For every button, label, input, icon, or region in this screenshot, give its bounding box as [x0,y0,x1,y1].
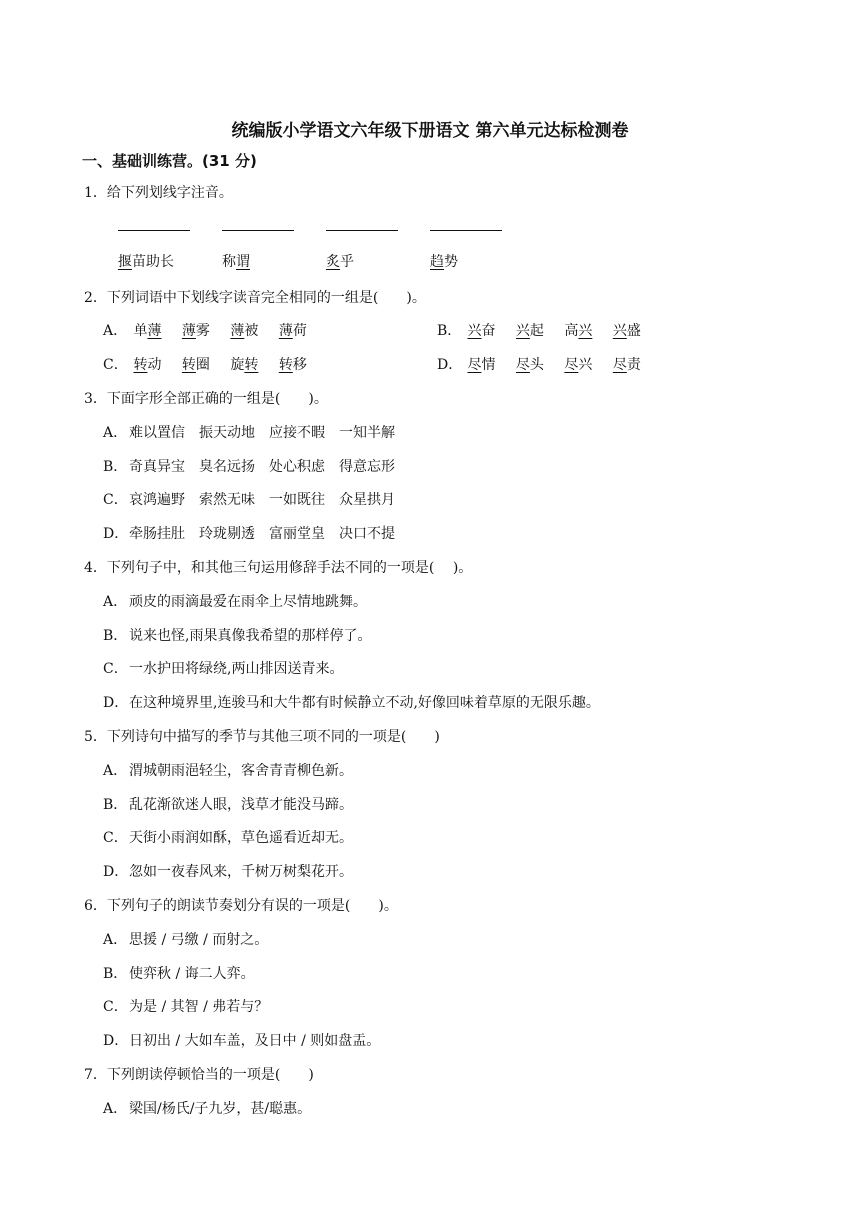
question-4-option-d[interactable]: D．在这种境界里,连骏马和大牛都有时候静立不动,好像回味着草原的无限乐趣。 [103,695,600,711]
question-5-option-a[interactable]: A． 渭城朝雨浥轻尘，客舍青青柳色新。 [103,763,353,779]
question-4-option-b[interactable]: B． 说来也怪,雨果真像我希望的那样停了。 [103,628,372,644]
answer-blank-2[interactable] [222,230,294,231]
question-5-stem: 5．下列诗句中描写的季节与其他三项不同的一项是( ) [84,729,440,745]
pinyin-word-3: 炙乎 [326,254,354,270]
question-2-option-c[interactable]: C． 转动 转圈 旋转 转移 [103,357,307,373]
pinyin-word-4: 趋势 [430,254,458,270]
question-3-option-b[interactable]: B． 奇真异宝 臭名远扬 处心积虑 得意忘形 [103,459,395,475]
question-6-option-c[interactable]: C．为是 / 其智 / 弗若与？ [103,999,269,1015]
page-title: 统编版小学语文六年级下册语文 第六单元达标检测卷 [231,121,629,141]
question-6-stem: 6．下列句子的朗读节奏划分有误的一项是( )。 [84,898,398,914]
question-6-option-d[interactable]: D．日初出 / 大如车盖，及日中 / 则如盘盂。 [103,1033,381,1049]
question-6-option-a[interactable]: A． 思援 / 弓缴 / 而射之。 [103,932,269,948]
question-3-option-d[interactable]: D．牵肠挂肚 玲珑剔透 富丽堂皇 决口不提 [103,526,395,542]
question-7-stem: 7．下列朗读停顿恰当的一项是( ) [84,1067,314,1083]
answer-blank-1[interactable] [118,230,190,231]
pinyin-word-1: 揠苗助长 [118,254,174,270]
question-5-option-c[interactable]: C．天街小雨润如酥，草色遥看近却无。 [103,830,353,846]
question-2-option-d[interactable]: D． 尽情 尽头 尽兴 尽责 [437,357,641,373]
question-4-stem: 4．下列句子中，和其他三句运用修辞手法不同的一项是( )。 [84,560,473,576]
question-3-option-a[interactable]: A． 难以置信 振天动地 应接不暇 一知半解 [103,425,395,441]
question-3-option-c[interactable]: C．哀鸿遍野 索然无味 一如既往 众星拱月 [103,492,395,508]
question-6-option-b[interactable]: B． 使弈秋 / 诲二人弈。 [103,966,255,982]
answer-blank-4[interactable] [430,230,502,231]
question-2-stem: 2．下列词语中下划线字读音完全相同的一组是( )。 [84,290,426,306]
question-5-option-b[interactable]: B． 乱花渐欲迷人眼，浅草才能没马蹄。 [103,797,353,813]
question-5-option-d[interactable]: D．忽如一夜春风来，千树万树梨花开。 [103,864,353,880]
question-1-stem: 1．给下列划线字注音。 [84,185,233,201]
question-4-option-a[interactable]: A． 顽皮的雨滴最爱在雨伞上尽情地跳舞。 [103,594,367,610]
question-2-option-b[interactable]: B． 兴奋 兴起 高兴 兴盛 [437,323,641,339]
question-7-option-a[interactable]: A． 梁国/杨氏/子九岁，甚/聪惠。 [103,1101,312,1117]
pinyin-word-2: 称谓 [222,254,250,270]
question-2-option-a[interactable]: A． 单薄 薄雾 薄被 薄荷 [103,323,307,339]
section-heading: 一、基础训练营。(31 分) [82,152,257,170]
answer-blank-3[interactable] [326,230,398,231]
question-3-stem: 3．下面字形全部正确的一组是( )。 [84,391,328,407]
question-4-option-c[interactable]: C．一水护田将绿绕,两山排因送青来。 [103,661,344,677]
